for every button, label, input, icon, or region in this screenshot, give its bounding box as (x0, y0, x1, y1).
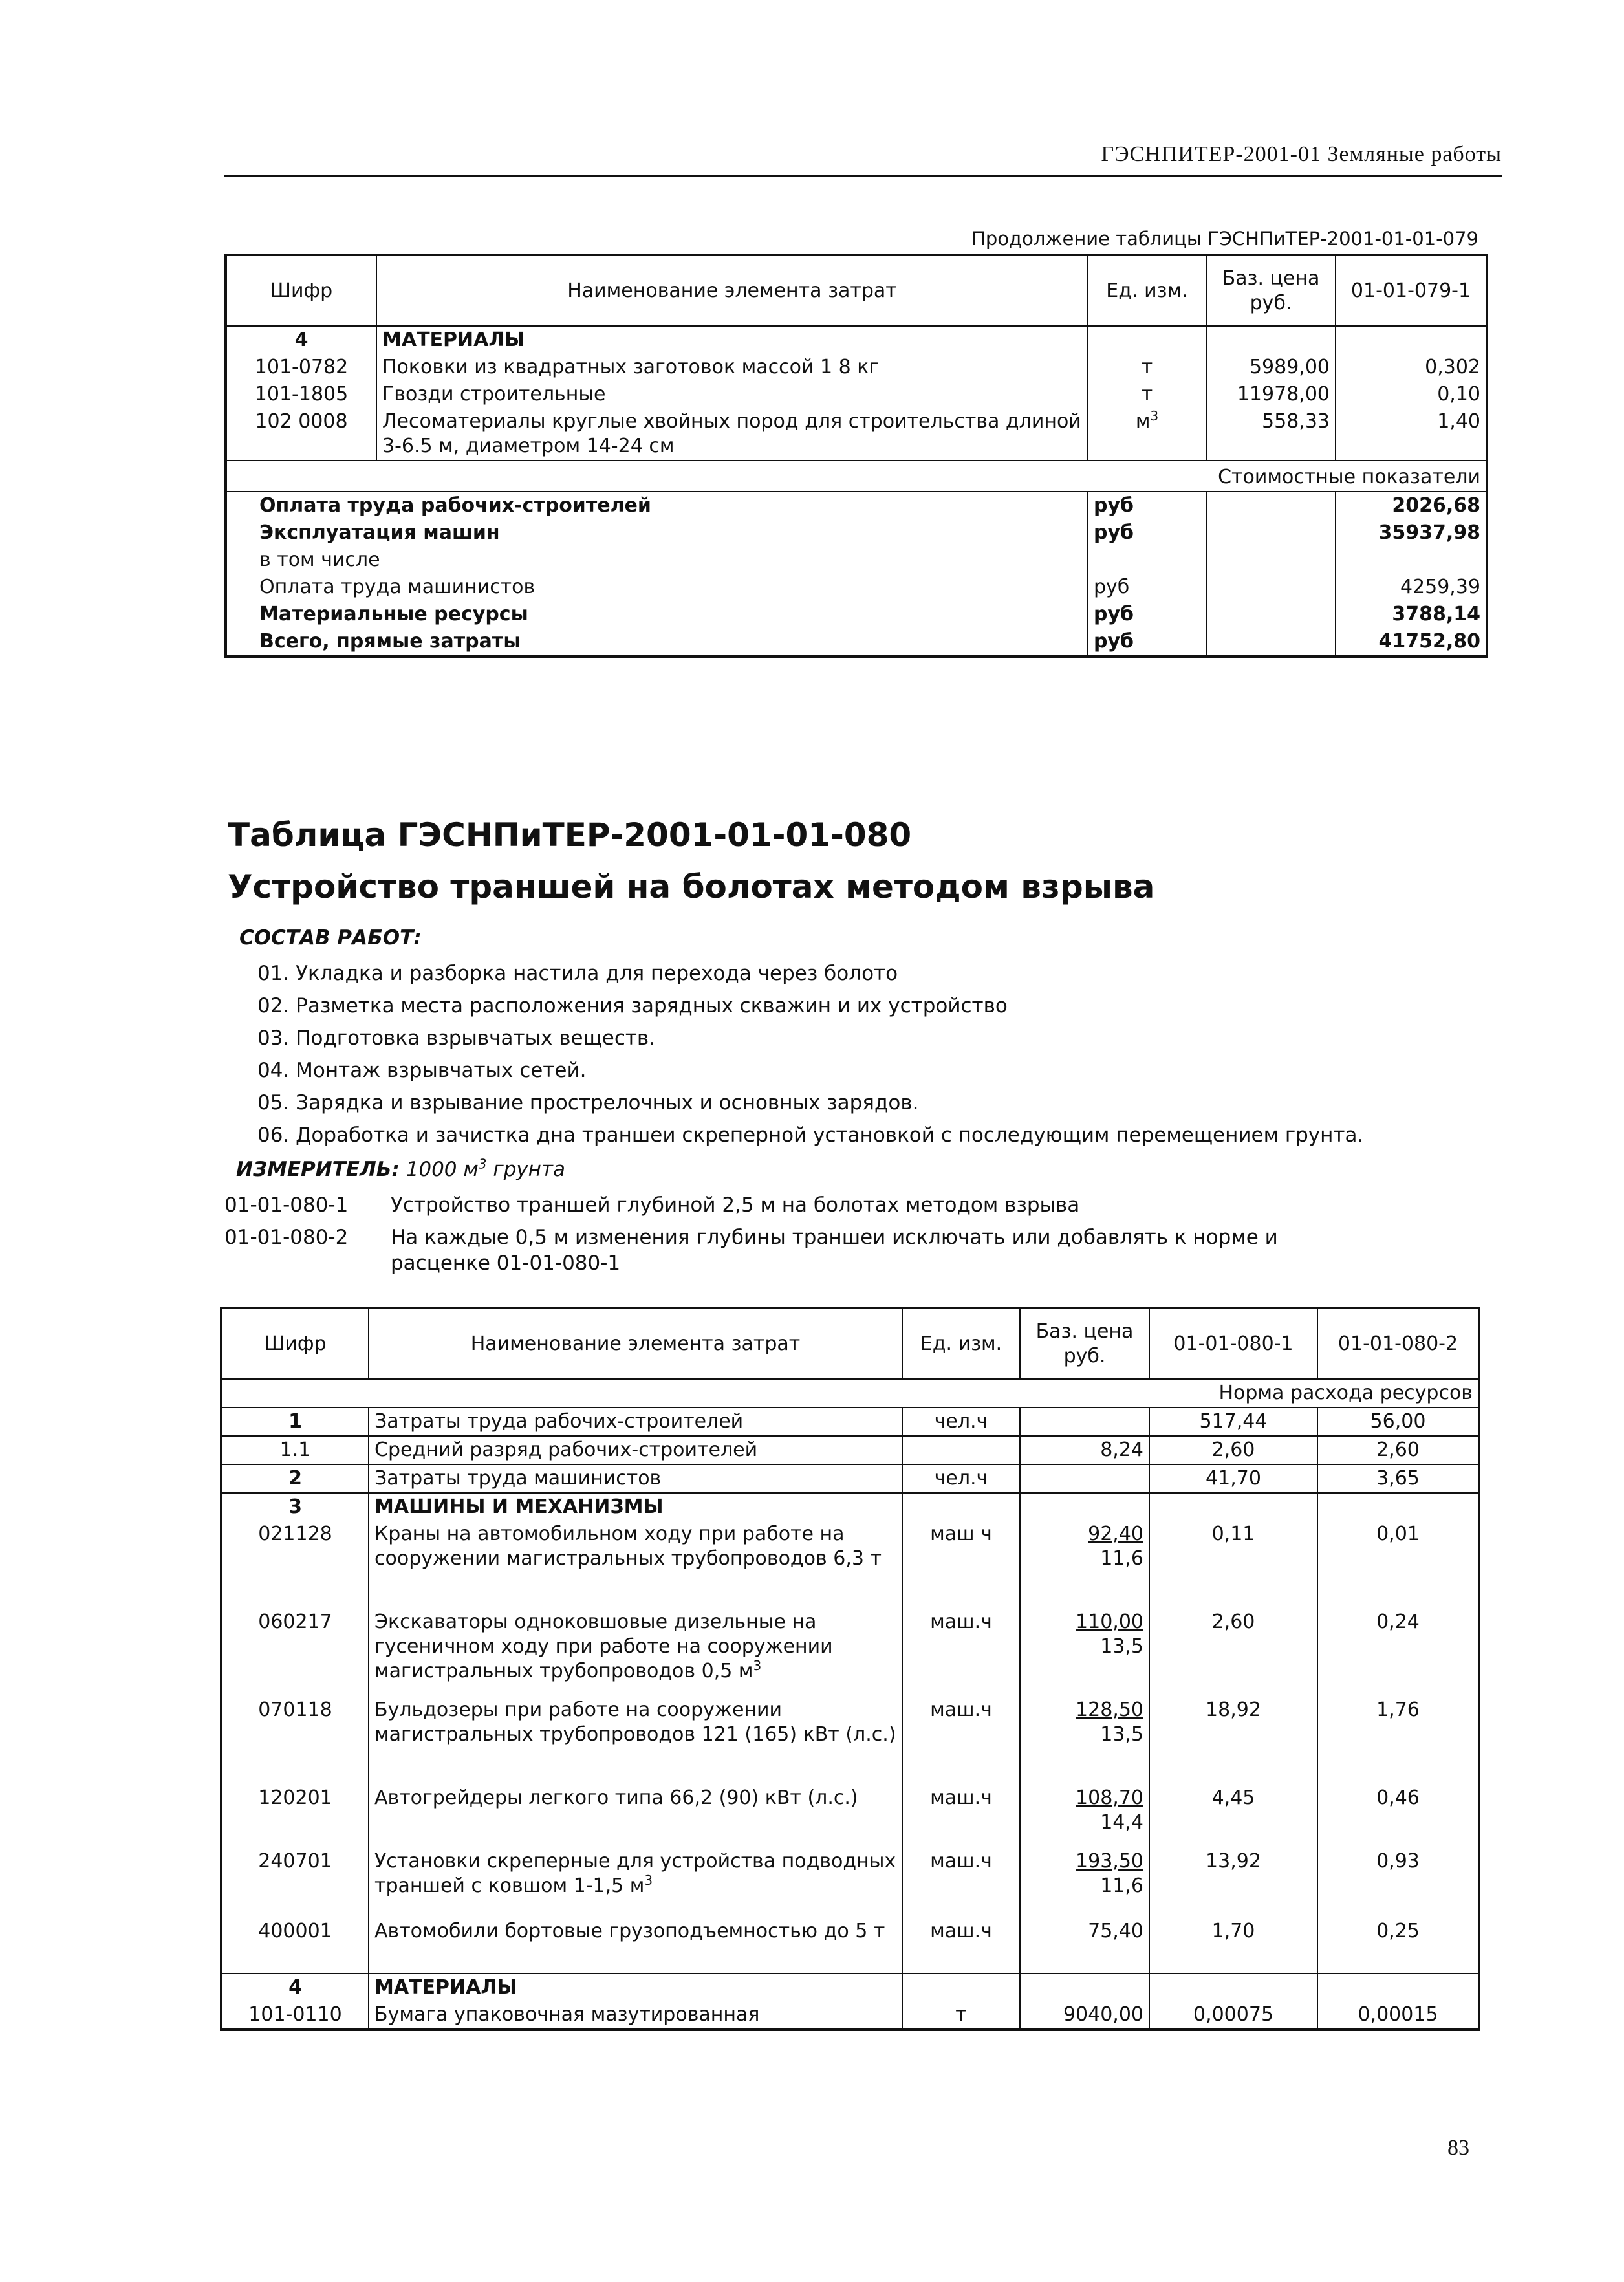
cost-name: Оплата труда рабочих-строителей (226, 492, 1088, 519)
cost-unit: руб (1088, 628, 1206, 657)
col-code-header: Шифр (226, 255, 376, 326)
col-name-header: Наименование элемента затрат (369, 1308, 902, 1379)
row-value-2: 0,01 (1317, 1521, 1479, 1609)
work-item: 01. Укладка и разборка настила для перехода через болото (257, 962, 898, 985)
row-value-2: 0,00015 (1317, 2001, 1479, 2030)
section-row (226, 326, 1487, 354)
row-value: 1,40 (1336, 408, 1487, 461)
row-code: 120201 (258, 1787, 332, 1809)
row-value-1: 2,60 (1149, 1436, 1317, 1464)
row-code: 240701 (258, 1850, 332, 1873)
cost-unit: руб (1088, 601, 1206, 628)
table-079 (224, 254, 1488, 658)
measure-tail: грунта (486, 1158, 565, 1181)
row-price (1020, 1464, 1149, 1493)
row-value-2: 0,93 (1317, 1848, 1479, 1918)
section-row (221, 1973, 1479, 2001)
code-text: Устройство траншей глубиной 2,5 м на болотах методом взрыва (391, 1193, 1080, 1217)
row-value-1: 2,60 (1149, 1609, 1317, 1697)
code-key: 01-01-080-2 (224, 1226, 349, 1249)
row-name: Бумага упаковочная мазутированная (369, 2001, 902, 2030)
row-price: 9040,00 (1020, 2001, 1149, 2030)
table-subtitle: Устройство траншей на болотах методом взрыва (228, 868, 1155, 906)
row-unit: маш.ч (902, 1697, 1020, 1785)
row-value-2: 3,65 (1317, 1464, 1479, 1493)
row-name: Автогрейдеры легкого типа 66,2 (90) кВт (л.с.) (369, 1785, 902, 1848)
col-unit-header: Ед. изм. (1088, 255, 1206, 326)
page-header (224, 136, 1502, 177)
code-row (224, 1224, 1361, 1276)
row-value-1: 4,45 (1149, 1785, 1317, 1848)
row-unit: $м^3$ (1088, 408, 1206, 461)
work-item: 02. Разметка места расположения зарядных скважин и их устройство (257, 994, 1008, 1017)
row-price: 5989,00 (1206, 354, 1336, 381)
works-label: СОСТАВ РАБОТ: (239, 926, 422, 950)
measure-line (236, 1158, 565, 1181)
table-080 (220, 1307, 1480, 2031)
cost-value (1336, 547, 1487, 574)
cost-row (226, 628, 1487, 657)
row-unit: маш.ч (902, 1785, 1020, 1848)
work-item: 06. Доработка и зачистка дна траншеи скреперной установкой с последующим перемещением грунта. (257, 1124, 1364, 1147)
section-code: 4 (221, 1973, 369, 2001)
row-code: 060217 (258, 1611, 332, 1633)
table-row (221, 1848, 1479, 1918)
measure-sup: 3 (478, 1156, 487, 1172)
table-head-row (226, 255, 1487, 326)
cost-row (226, 492, 1487, 519)
table-row (221, 1407, 1479, 1436)
section-code: 3 (288, 1495, 302, 1518)
row-code: 102 0008 (255, 410, 348, 433)
row-code: 101-0110 (248, 2003, 342, 2026)
row-value-1: 41,70 (1149, 1464, 1317, 1493)
table-row (221, 1464, 1479, 1493)
table-row (221, 1609, 1479, 1697)
cost-row (226, 601, 1487, 628)
section-name: МАТЕРИАЛЫ (369, 1973, 902, 2001)
work-item: 03. Подготовка взрывчатых веществ. (257, 1027, 656, 1050)
col-080-2-header: 01-01-080-2 (1317, 1308, 1479, 1379)
row-value: 0,10 (1336, 381, 1487, 408)
cost-name: в том числе (259, 549, 380, 571)
row-unit: маш.ч (902, 1609, 1020, 1697)
row-name: Средний разряд рабочих-строителей (369, 1436, 902, 1464)
row-unit: маш.ч (902, 1918, 1020, 1973)
cost-name: Материальные ресурсы (259, 603, 528, 625)
table-row (221, 1785, 1479, 1848)
col-price-header: Баз. цена руб. (1020, 1308, 1149, 1379)
row-price: 110,00 13,5 (1020, 1609, 1149, 1697)
row-price: 8,24 (1020, 1436, 1149, 1464)
col-079-1-header: 01-01-079-1 (1336, 255, 1487, 326)
row-unit: чел.ч (902, 1407, 1020, 1436)
page-number: 83 (1447, 2136, 1469, 2160)
section-row (221, 1493, 1479, 1521)
cost-name: Оплата труда машинистов (259, 576, 536, 598)
row-value-2: 0,46 (1317, 1785, 1479, 1848)
row-unit: чел.ч (902, 1464, 1020, 1493)
row-code: 1.1 (279, 1439, 311, 1461)
row-name: Поковки из квадратных заготовок массой 1 8 кг (376, 354, 1088, 381)
row-code: 101-1805 (254, 383, 349, 406)
row-value: 0,302 (1336, 354, 1487, 381)
norm-header: Норма расхода ресурсов (221, 1379, 1479, 1407)
table-head-row (221, 1308, 1479, 1379)
code-key: 01-01-080-1 (224, 1193, 349, 1217)
table-row (221, 1697, 1479, 1785)
row-name: Затраты труда машинистов (369, 1464, 902, 1493)
row-price (1020, 1407, 1149, 1436)
row-price: 128,50 13,5 (1020, 1697, 1149, 1785)
row-name: Экскаваторы одноковшовые дизельные на гусеничном ходу при работе на сооружении магистральных трубопроводов 0,5 $м^3$ (369, 1609, 902, 1697)
row-unit: т (1088, 381, 1206, 408)
continuation-note: Продолжение таблицы ГЭСНПиТЕР-2001-01-01-079 (971, 228, 1478, 250)
cost-row (226, 519, 1487, 547)
row-name: Бульдозеры при работе на сооружении магистральных трубопроводов 121 (165) кВт (л.с.) (369, 1697, 902, 1785)
cost-unit: руб (1088, 492, 1206, 519)
cost-unit (1088, 547, 1206, 574)
row-value-2: 0,25 (1317, 1918, 1479, 1973)
section-code: 4 (294, 329, 309, 351)
cost-header-row (226, 461, 1487, 492)
cost-unit: руб (1088, 574, 1206, 601)
row-unit: т (902, 2001, 1020, 2030)
row-unit: т (1088, 354, 1206, 381)
row-price: 75,40 (1020, 1918, 1149, 1973)
section-name: МАТЕРИАЛЫ (376, 326, 1088, 354)
header-text: ГЭСНПИТЕР-2001-01 Земляные работы (1101, 142, 1502, 166)
cost-unit: руб (1088, 519, 1206, 547)
row-name: Автомобили бортовые грузоподъемностью до 5 т (369, 1918, 902, 1973)
row-price: 11978,00 (1206, 381, 1336, 408)
cost-row (226, 574, 1487, 601)
row-price: 108,70 14,4 (1020, 1785, 1149, 1848)
row-value-2: 0,24 (1317, 1609, 1479, 1697)
row-name: Гвозди строительные (376, 381, 1088, 408)
row-unit: маш.ч (902, 1848, 1020, 1918)
table-row (221, 2001, 1479, 2030)
row-value-1: 13,92 (1149, 1848, 1317, 1918)
row-value-1: 18,92 (1149, 1697, 1317, 1785)
section-name: МАШИНЫ И МЕХАНИЗМЫ (369, 1493, 902, 1521)
row-name: Затраты труда рабочих-строителей (369, 1407, 902, 1436)
col-unit-header: Ед. изм. (902, 1308, 1020, 1379)
work-item: 05. Зарядка и взрывание прострелочных и основных зарядов. (257, 1091, 919, 1114)
row-code: 2 (288, 1467, 302, 1490)
row-value-1: 0,11 (1149, 1521, 1317, 1609)
cost-name: Эксплуатация машин (259, 521, 500, 544)
norm-header-row (221, 1379, 1479, 1407)
cost-header: Стоимостные показатели (226, 461, 1487, 492)
row-price: 193,50 11,6 (1020, 1848, 1149, 1918)
cost-value: 41752,80 (1336, 628, 1487, 657)
table-row (221, 1918, 1479, 1973)
cost-name: Всего, прямые затраты (259, 630, 521, 653)
table-row (226, 408, 1487, 461)
row-price: 92,40 11,6 (1020, 1521, 1149, 1609)
row-value-2: 2,60 (1317, 1436, 1479, 1464)
table-row (226, 354, 1487, 381)
row-code: 1 (288, 1410, 302, 1433)
row-value-1: 1,70 (1149, 1918, 1317, 1973)
row-unit: маш ч (902, 1521, 1020, 1609)
row-name: Лесоматериалы круглые хвойных пород для строительства длиной 3-6.5 м, диаметром 14-24 см (376, 408, 1088, 461)
code-text: На каждые 0,5 м изменения глубины траншеи исключать или добавлять к норме и расценке 01-01-080-1 (391, 1226, 1278, 1275)
cost-value: 4259,39 (1336, 574, 1487, 601)
measure-label: ИЗМЕРИТЕЛЬ: (236, 1158, 400, 1181)
work-item: 04. Монтаж взрывчатых сетей. (257, 1059, 587, 1082)
table-title: Таблица ГЭСНПиТЕР-2001-01-01-080 (228, 816, 912, 854)
col-code-header: Шифр (221, 1308, 369, 1379)
row-value-2: 56,00 (1317, 1407, 1479, 1436)
table-row (226, 381, 1487, 408)
col-name-header: Наименование элемента затрат (376, 255, 1088, 326)
row-value-1: 517,44 (1149, 1407, 1317, 1436)
col-price-header: Баз. цена руб. (1206, 255, 1336, 326)
row-code: 400001 (258, 1920, 332, 1942)
measure-value: 1000 м (406, 1158, 479, 1181)
row-code: 101-0782 (254, 356, 349, 378)
row-price: 558,33 (1206, 408, 1336, 461)
row-name: Краны на автомобильном ходу при работе на сооружении магистральных трубопроводов 6,3 т (369, 1521, 902, 1609)
code-row (224, 1192, 1361, 1218)
works-list (257, 957, 1363, 1151)
row-value-1: 0,00075 (1149, 2001, 1317, 2030)
col-080-1-header: 01-01-080-1 (1149, 1308, 1317, 1379)
cost-value: 35937,98 (1336, 519, 1487, 547)
row-code: 070118 (258, 1699, 332, 1721)
row-value-2: 1,76 (1317, 1697, 1479, 1785)
table-row (221, 1521, 1479, 1609)
cost-row (226, 547, 1487, 574)
codes-list (224, 1192, 1361, 1283)
row-unit (902, 1436, 1020, 1464)
cost-value: 2026,68 (1336, 492, 1487, 519)
row-name: Установки скреперные для устройства подводных траншей с ковшом 1-1,5 $м^3$ (369, 1848, 902, 1918)
cost-value: 3788,14 (1336, 601, 1487, 628)
table-row (221, 1436, 1479, 1464)
row-code: 021128 (258, 1523, 332, 1545)
